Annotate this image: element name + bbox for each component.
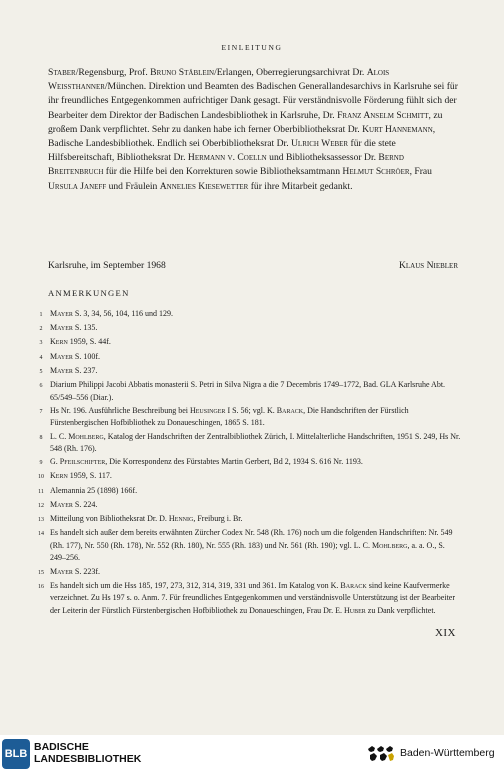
note-text-segment: S. 223f. xyxy=(72,566,101,576)
note-text-segment: , Die Korrespondenz des Fürstabtes Martin Gerbert, Bd 2, 1934 S. 616 Nr. 1193. xyxy=(105,457,363,467)
paragraph-text-segment: Franz Anselm Schmitt xyxy=(337,109,429,121)
note-text-segment: sind keine Kaufvermerke verzeichnet. Zu Hs 197 s. o. Anm. 7. Für freundliches Entgegenkommen und verständnisvolle Unterstützung ist der Bearbeiter der Leiterin der Fürstlich Fürstenbergischen Hofbibliothek zu Donaueschingen, Frau Dr. E. xyxy=(50,580,456,615)
note-number: 9 xyxy=(39,460,43,467)
library-name-line2: LANDESBIBLIOTHEK xyxy=(34,753,142,765)
note-text-segment: 1959, S. 117. xyxy=(67,471,112,481)
paragraph-text-segment: Annelies Kiesewetter xyxy=(159,180,249,192)
note-text-segment: 1959, S. 44f. xyxy=(67,337,111,347)
note-text xyxy=(50,566,462,580)
note-text-segment: Hennig xyxy=(168,514,194,524)
note-number: 3 xyxy=(39,340,43,347)
note-text xyxy=(50,351,462,365)
paragraph-text-segment: Kurt Hannemann xyxy=(362,123,433,135)
note-number: 8 xyxy=(39,434,43,441)
paragraph-text-segment: für die stete Hilfsbereitschaft, Bibliotheksrat Dr. xyxy=(48,138,396,164)
paragraph-text-segment: und Fräulein xyxy=(106,180,160,192)
note-text xyxy=(50,456,462,470)
note-text-segment: Mohlberg xyxy=(372,540,408,550)
notes-list xyxy=(32,308,462,618)
note-number: 4 xyxy=(39,354,43,361)
note-item xyxy=(32,470,462,484)
note-text-segment: Pfeilschifter xyxy=(59,457,106,467)
note-text xyxy=(50,379,462,404)
note-item xyxy=(32,431,462,456)
note-text-segment: Heusinger xyxy=(189,405,226,415)
paragraph-text-segment: , Badische Landesbibliothek. Endlich sei Oberbibliotheksrat Dr. xyxy=(48,123,436,150)
paragraph-text-segment: Helmut Schröer xyxy=(342,166,410,178)
paragraph-text-segment: , zu großem Dank verpflichtet. Sehr zu danken habe ich ferner Oberbibliotheksrat Dr. xyxy=(48,109,443,135)
note-item xyxy=(32,308,462,322)
note-item xyxy=(32,336,462,350)
note-text-segment: S. 3, 34, 56, 104, 116 und 129. xyxy=(72,309,174,318)
note-item xyxy=(32,485,462,499)
note-item xyxy=(32,499,462,513)
note-number: 1 xyxy=(39,312,43,318)
note-text-segment: , Katalog der Handschriften der Zentralbibliothek Zürich, I. Mittelalterliche Handschriften, 1951 S. 249, Hs Nr. 548 (Rh. 176). xyxy=(50,431,461,454)
note-text-segment: S. 100f. xyxy=(72,351,101,361)
note-text-segment: L. C. xyxy=(50,431,69,441)
note-text xyxy=(50,405,462,430)
paragraph-text-segment: Bruno Stäblein xyxy=(150,67,215,78)
note-text-segment: , Die Handschriften der Fürstlich Fürstenbergischen Hofbibliothek zu Donaueschingen, 1865 S. 181. xyxy=(50,405,409,428)
footer-bar xyxy=(0,735,504,773)
library-name-line1: BADISCHE xyxy=(34,741,89,753)
signature-line xyxy=(48,260,458,271)
note-text-segment: Es handelt sich um die Hss 185, 197, 273, 312, 314, 319, 331 und 361. Im Katalog von K. xyxy=(50,580,341,590)
note-number: 7 xyxy=(39,408,43,415)
paragraph-text-segment: für die Hilfe bei den Korrekturen sowie Bibliotheksamtmann xyxy=(103,166,343,178)
note-text-segment: Mohlberg xyxy=(68,431,104,441)
note-item xyxy=(32,379,462,404)
note-text-segment: Kern xyxy=(50,471,68,481)
note-text-segment: I S. 56; vgl. K. xyxy=(225,405,277,415)
state-name: Baden-Württemberg xyxy=(400,747,495,759)
note-text-segment: Barack xyxy=(340,580,367,590)
paragraph-text-segment: /Erlangen, Oberregierungsarchivrat Dr. xyxy=(214,67,367,78)
note-number: 14 xyxy=(38,531,44,538)
note-text-segment: Mayer xyxy=(50,499,73,509)
note-item xyxy=(32,322,462,336)
note-text-segment: Huber xyxy=(344,605,366,615)
note-text-segment: Mayer xyxy=(50,323,73,333)
note-item xyxy=(32,527,462,565)
blb-logo[interactable]: BLB xyxy=(2,739,30,769)
note-text-segment: , a. a. O., S. 249–256. xyxy=(50,540,445,563)
notes-heading: ANMERKUNGEN xyxy=(48,288,130,298)
note-text xyxy=(50,322,462,336)
paragraph-text-segment: /Regensburg, Prof. xyxy=(75,67,151,78)
paragraph-text-segment: für ihre Mitarbeit gedankt. xyxy=(248,180,353,192)
note-text xyxy=(50,431,462,456)
note-number: 16 xyxy=(38,583,44,590)
note-text-segment: G. xyxy=(50,457,60,467)
note-number: 6 xyxy=(39,382,43,389)
note-item xyxy=(32,365,462,379)
note-number: 2 xyxy=(39,326,43,333)
note-text xyxy=(50,485,462,499)
coat-of-arms-lions-icon xyxy=(366,743,396,765)
paragraph-text-segment: Staber xyxy=(48,67,76,78)
note-text-segment: Mayer xyxy=(50,566,73,576)
paragraph-text-segment: Hermann v. Coelln xyxy=(187,152,267,164)
paragraph-text-segment: und Bibliotheksassessor Dr. xyxy=(266,152,379,164)
note-text-segment: Mayer xyxy=(50,309,73,318)
note-text xyxy=(50,527,462,565)
note-text-segment: Mitteilung von Bibliotheksrat Dr. D. xyxy=(50,514,169,524)
place-date: Karlsruhe, im September 1968 xyxy=(48,260,166,271)
note-text xyxy=(50,336,462,350)
note-text-segment: S. 224. xyxy=(72,499,98,509)
note-item xyxy=(32,405,462,430)
note-item xyxy=(32,513,462,527)
note-number: 15 xyxy=(38,569,44,576)
running-header: EINLEITUNG xyxy=(221,43,283,52)
note-text-segment: Diarium Philippi Jacobi Abbatis monasterii S. Petri in Silva Nigra a die 7 Decembris 1749–1772, Bad. GLA Karlsruhe Abt. 65/549–556 (Diar.). xyxy=(50,379,446,402)
author-name: Klaus Niebler xyxy=(398,260,458,271)
note-text xyxy=(50,580,462,618)
paragraph-text-segment: Bernd Breitenbruch xyxy=(48,152,404,178)
note-number: 5 xyxy=(39,368,43,375)
paragraph-text-segment: Ulrich Weber xyxy=(291,138,349,150)
note-item xyxy=(32,580,462,618)
note-text-segment: zu Dank verpflichtet. xyxy=(365,605,436,615)
note-item xyxy=(32,456,462,470)
note-text-segment: S. 237. xyxy=(72,365,98,375)
paragraph-text-segment: /München. Direktion und Beamten des Badischen Generallandesarchivs in Karlsruhe sei für ihr freundliches Entgegenkommen aufrichtiger Dank gesagt. Für verständnisvolle Förderung fühlt sich der Bearbeiter dem Direktor der Badischen Landesbibliothek in Karlsruhe, Dr. xyxy=(48,81,458,121)
paragraph-text-segment: Alois Weissthanner xyxy=(48,67,390,93)
paragraph-text-segment: Ursula Janeff xyxy=(48,180,107,192)
note-text-segment: Alemannia 25 (1898) 166f. xyxy=(50,485,138,495)
note-number: 12 xyxy=(38,502,44,509)
note-text-segment: Barack xyxy=(276,405,304,415)
note-number: 11 xyxy=(38,488,44,495)
note-text-segment: Mayer xyxy=(50,351,73,361)
note-text-segment: Kern xyxy=(50,337,68,347)
note-text xyxy=(50,513,462,527)
acknowledgement-paragraph xyxy=(48,66,458,194)
library-name xyxy=(34,741,141,765)
note-text-segment: Hs Nr. 196. Ausführliche Beschreibung bei xyxy=(50,405,190,415)
note-number: 10 xyxy=(38,474,44,481)
note-text xyxy=(50,499,462,513)
note-text-segment: , Freiburg i. Br. xyxy=(193,514,243,524)
note-text xyxy=(50,470,462,484)
note-text xyxy=(50,365,462,379)
note-item xyxy=(32,566,462,580)
paragraph-text-segment: , Frau xyxy=(409,166,432,178)
note-text-segment: Mayer xyxy=(50,365,73,375)
note-number: 13 xyxy=(38,517,44,524)
note-text xyxy=(50,308,462,322)
note-text-segment: Es handelt sich außer dem bereits erwähnten Zürcher Codex Nr. 548 (Rh. 176) noch um die folgenden Handschriften: Nr. 549 (Rh. 177), Nr. 550 (Rh. 178), Nr. 552 (Rh. 180), Nr. 555 (Rh. 183) und Nr. 561 (Rh. 190); vgl. L. C. xyxy=(50,528,453,550)
page-number: XIX xyxy=(434,627,456,639)
note-item xyxy=(32,351,462,365)
note-text-segment: S. 135. xyxy=(72,323,98,333)
